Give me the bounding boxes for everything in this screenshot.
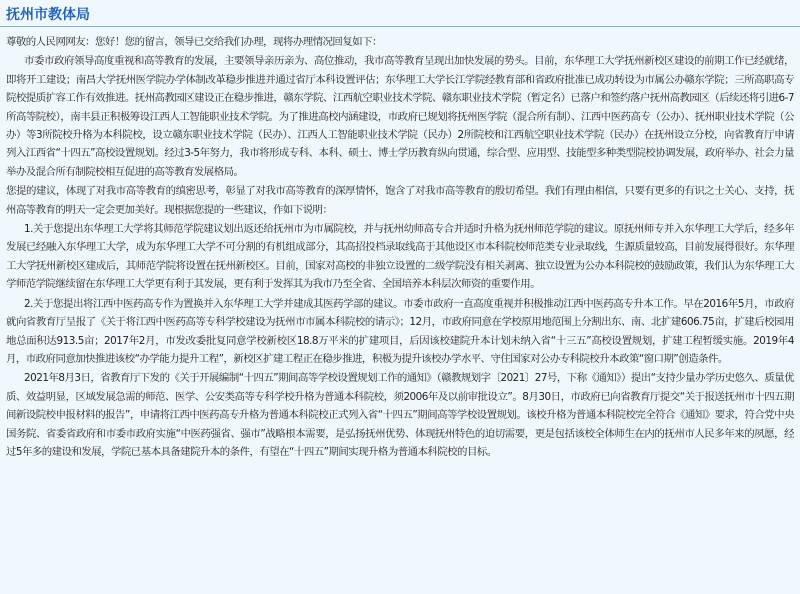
page-title: 抚州市教体局 [6, 7, 90, 23]
reply-paragraph: 2021年8月3日，省教育厅下发的《关于开展编制“十四五”期间高等学校设置规划工作的通知》（赣教规划字〔2021〕27号，下称《通知》）提出“支持少量办学历史悠久、质量优质、效益明显，区域发展急需的师范、医学、公安类高等专科学校升格为普通本科院校，须2006年及以前审批设立”。8月30日，市政府已向省教育厅提交“关于报送抚州市十四五期间新设院校申报材料的报告”，申请将江西中医药高专升格为普通本科院校正式列入省“十四五”期间高等学校设置规划。该校升格为普通本科院校完全符合《通知》要求，符合党中央国务院、省委省政府和市委市政府实施“中医药强省、强市”战略根本需要，是弘扬抚州优势、体现抚州特色的迫切需要，更是包括该校全体师生在内的抚州市人民多年来的夙愿，经过5年多的建设和发展，学院已基本具备建院升本的条件，有望在“十四五”期间实现升格为普通本科院校的目标。 [6, 372, 794, 458]
reply-paragraph: 您提的建议，体现了对我市高等教育的缜密思考，彰显了对我市高等教育的深厚情怀，饱含了对我市高等教育的殷切希望。我们有理由相信，只要有更多的有识之士关心、支持，抚州高等教育的明天一定会更加美好。现根据您提的一些建议，作如下说明： [6, 185, 794, 216]
reply-paragraph: 市委市政府领导高度重视和高等教育的发展，主要领导亲历亲为、高位推动，我市高等教育呈现出加快发展的势头。目前，东华理工大学抚州新校区建设的前期工作已经就绪，即将开工建设；南昌大学抚州医学院办学体制改革稳步推进并通过省厅本科设置评估；东华理工大学长江学院经教育部和省政府批准已成功转设为市属公办赣东学院；三所高职高专院校提质扩容工作有效推进。抚州高教园区建设正在稳步推进，赣东学院、江西航空职业技术学院、赣东职业技术学院（暂定名）已落户和签约落户抚州高教园区（后续还将引进6-7所高等院校），南丰县正积极筹设江西人工智能职业技术学院。为了推进高校内涵建设，市政府已规划将抚州医学院（混合所有制）、江西中医药高专（公办）、抚州职业技术学院（公办）等3所院校升格为本科院校，设立赣东职业技术学院（民办）、江西人工智能职业技术学院（民办）2所院校和江西航空职业技术学院（民办）在抚州设立分校，向省教育厅申请列入江西省“十四五”高校设置规划。经过3-5年努力，我市将形成专科、本科、硕士、博士学历教育纵向贯通，综合型、应用型、技能型多种类型院校协调发展，政府举办、社会力量举办及混合所有制院校相互促进的高等教育发展格局。 [6, 55, 794, 178]
reply-greeting: 尊敬的人民网网友：您好！您的留言，领导已交给我们办理，现将办理情况回复如下： [6, 36, 382, 48]
reply-paragraph: 2.关于您提出将江西中医药高专作为置换并入东华理工大学并建成其医药学部的建议。市委市政府一直高度重视并积极推动江西中医药高专升本工作。早在2016年5月，市政府就向省教育厅呈报了《关于将江西中医药高等专科学校建设为抚州市市属本科院校的请示》；12月，市政府同意在学校原用地范围上分割出东、南、北扩建606.75亩，扩建后校园用地总面积达913.5亩；2017年2月，市发改委批复同意学校新校区18.8万平米的扩建项目，后因该校建院升本计划未纳入省“十三五”高校设置规划，扩建工程暂缓实施。2019年4月，市政府同意加快推进该校“办学能力提升工程”，新校区扩建工程正在稳步推进，积极为提升该校办学水平、守住国家对公办专科院校升本政策“窗口期”创造条件。 [6, 297, 794, 365]
page-header [0, 0, 800, 24]
reply-paragraph: 1.关于您提出东华理工大学将其师范学院建议划出返还给抚州市为市属院校，并与抚州幼师高专合并适时升格为抚州师范学院的建议。原抚州师专并入东华理工大学后，经多年发展已经融入东华理工大学，成为东华理工大学不可分割的有机组成部分，其高招投档录取线高于其他设区市本科院校师范类专业录取线，生源质量较高，目前发展得很好。东华理工大学抚州新校区建成后，其师范学院将设置在抚州新校区。目前，国家对高校的非独立设置的二级学院没有相关剥离、独立设置为公办本科院校的鼓励政策，我们认为东华理工大学师范学院继续留在东华理工大学更有利于其发展，更有利于发挥其为我市乃至全省、全国培养本科层次师资的重要作用。 [6, 223, 794, 291]
reply-body [0, 27, 800, 461]
